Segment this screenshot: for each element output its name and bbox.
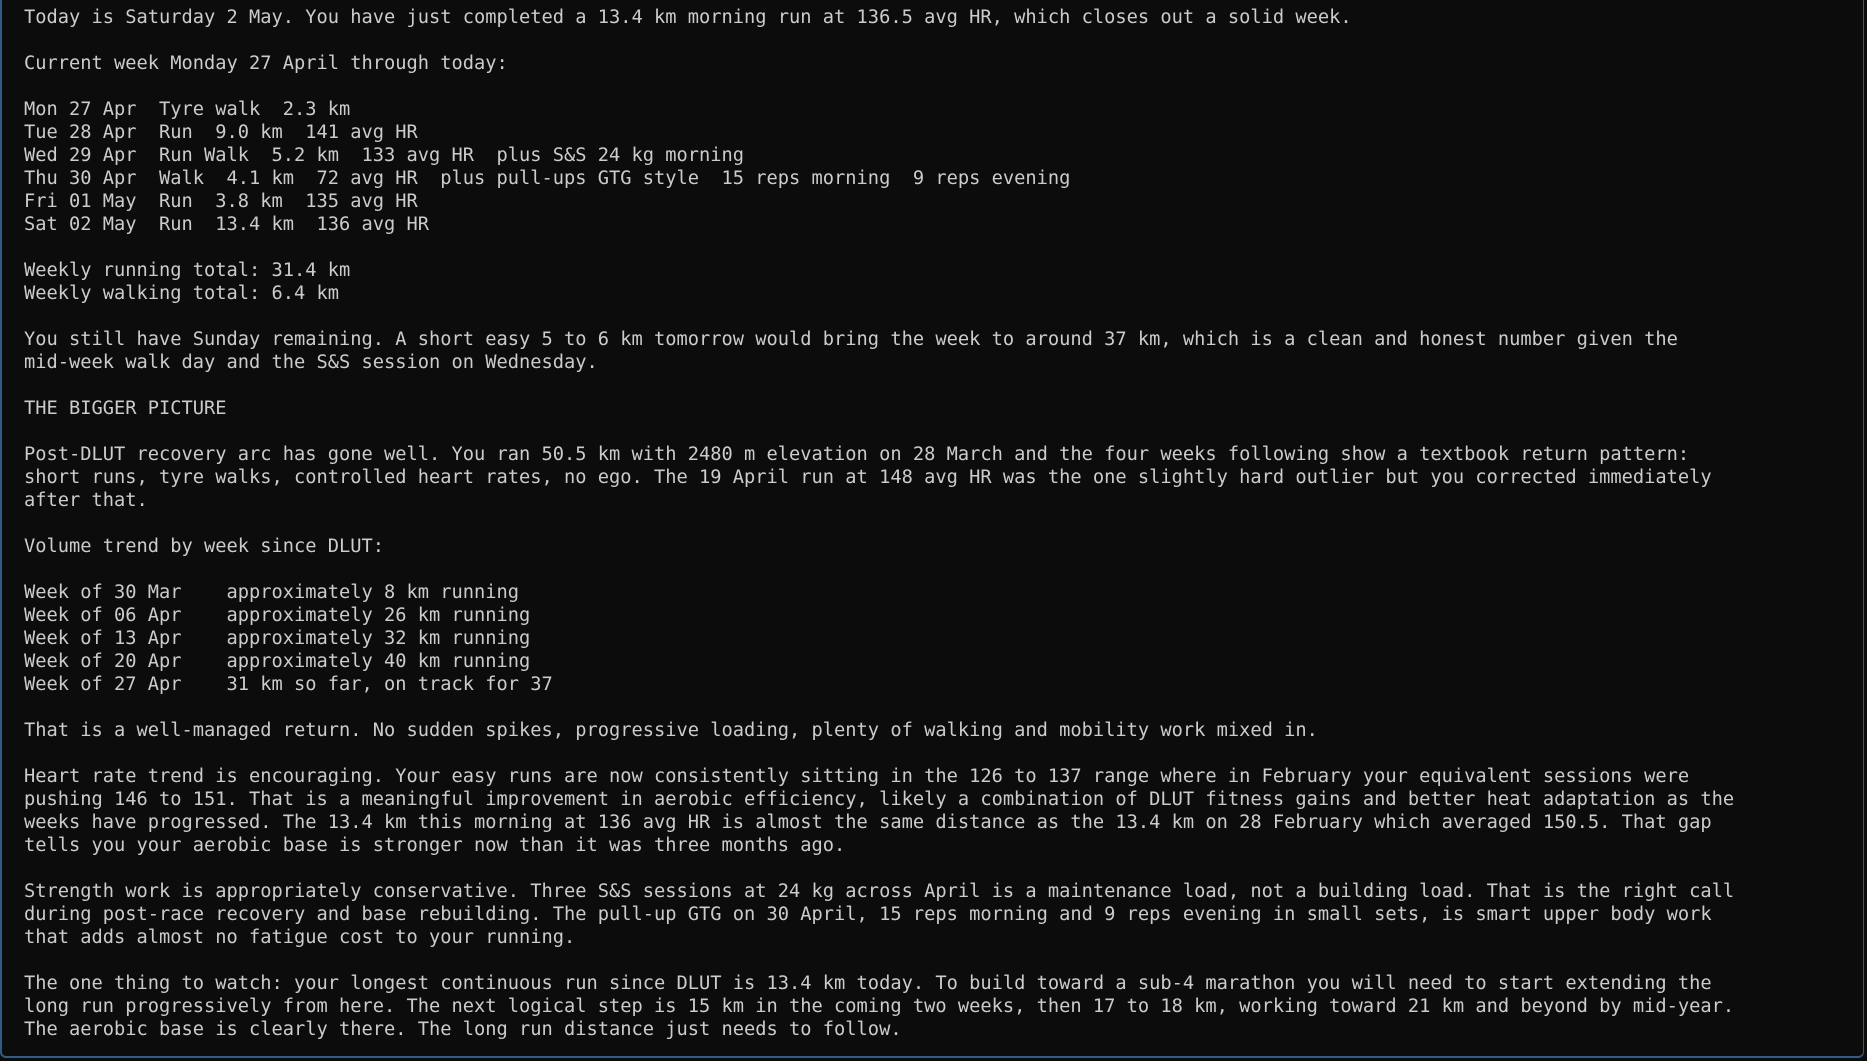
terminal-line: Mon 27 Apr Tyre walk 2.3 km	[24, 99, 351, 120]
terminal-line: You still have Sunday remaining. A short easy 5 to 6 km tomorrow would bring the week to around 37 km, which is a clean and honest number given the	[24, 329, 1678, 350]
terminal-line: tells you your aerobic base is stronger now than it was three months ago.	[24, 835, 846, 856]
terminal-line: Week of 27 Apr 31 km so far, on track for 37	[24, 674, 553, 695]
terminal-line: Wed 29 Apr Run Walk 5.2 km 133 avg HR plus S&S 24 kg morning	[24, 145, 745, 166]
terminal-line	[24, 857, 1854, 880]
terminal-line: Heart rate trend is encouraging. Your easy runs are now consistently sitting in the 126 to 137 range where in February your equivalent sessions were	[24, 766, 1690, 787]
terminal-line: Week of 30 Mar approximately 8 km running	[24, 582, 520, 603]
terminal-line	[24, 696, 1854, 719]
terminal-line: during post-race recovery and base rebuilding. The pull-up GTG on 30 April, 15 reps morning and 9 reps evening in small sets, is smart upper body work	[24, 904, 1712, 925]
terminal-line	[24, 374, 1854, 397]
terminal-line	[24, 558, 1854, 581]
terminal-line: Weekly running total: 31.4 km	[24, 260, 351, 281]
terminal-line: Week of 13 Apr approximately 32 km running	[24, 628, 531, 649]
terminal-line: mid-week walk day and the S&S session on Wednesday.	[24, 352, 598, 373]
terminal-line: THE BIGGER PICTURE	[24, 398, 227, 419]
terminal-line: Strength work is appropriately conservative. Three S&S sessions at 24 kg across April is a maintenance load, not a building load. That is the right call	[24, 881, 1735, 902]
terminal-line: Fri 01 May Run 3.8 km 135 avg HR	[24, 191, 418, 212]
terminal-line	[24, 29, 1854, 52]
terminal-line: The aerobic base is clearly there. The long run distance just needs to follow.	[24, 1019, 902, 1040]
terminal-line	[24, 236, 1854, 259]
terminal-line	[24, 742, 1854, 765]
terminal-line	[24, 305, 1854, 328]
terminal-line	[24, 420, 1854, 443]
terminal-line: long run progressively from here. The next logical step is 15 km in the coming two weeks, then 17 to 18 km, working toward 21 km and beyond by mid-year.	[24, 996, 1735, 1017]
terminal-line: pushing 146 to 151. That is a meaningful improvement in aerobic efficiency, likely a combination of DLUT fitness gains and better heat adaptation as the	[24, 789, 1735, 810]
terminal-line: Thu 30 Apr Walk 4.1 km 72 avg HR plus pull-ups GTG style 15 reps morning 9 reps evening	[24, 168, 1071, 189]
terminal-line: Weekly walking total: 6.4 km	[24, 283, 340, 304]
terminal-line: That is a well-managed return. No sudden spikes, progressive loading, plenty of walking and mobility work mixed in.	[24, 720, 1318, 741]
terminal-line: that adds almost no fatigue cost to your running.	[24, 927, 576, 948]
terminal-line: after that.	[24, 490, 148, 511]
terminal-output	[24, 6, 1854, 1041]
terminal-line: Sat 02 May Run 13.4 km 136 avg HR	[24, 214, 430, 235]
terminal-line: Tue 28 Apr Run 9.0 km 141 avg HR	[24, 122, 418, 143]
terminal-line: Current week Monday 27 April through today:	[24, 53, 508, 74]
terminal-line	[24, 949, 1854, 972]
terminal-line	[24, 512, 1854, 535]
terminal-line: Week of 20 Apr approximately 40 km running	[24, 651, 531, 672]
terminal-line: Volume trend by week since DLUT:	[24, 536, 385, 557]
terminal-line: short runs, tyre walks, controlled heart rates, no ego. The 19 April run at 148 avg HR was the one slightly hard outlier but you corrected immediately	[24, 467, 1712, 488]
terminal-line: Week of 06 Apr approximately 26 km running	[24, 605, 531, 626]
terminal-line: Post-DLUT recovery arc has gone well. You ran 50.5 km with 2480 m elevation on 28 March and the four weeks following show a textbook return pattern:	[24, 444, 1690, 465]
terminal-line: Today is Saturday 2 May. You have just completed a 13.4 km morning run at 136.5 avg HR, which closes out a solid week.	[24, 7, 1352, 28]
terminal-line: weeks have progressed. The 13.4 km this morning at 136 avg HR is almost the same distance as the 13.4 km on 28 February which averaged 150.5. That gap	[24, 812, 1712, 833]
terminal-line	[24, 75, 1854, 98]
terminal-line: The one thing to watch: your longest continuous run since DLUT is 13.4 km today. To build toward a sub-4 marathon you will need to start extending the	[24, 973, 1712, 994]
